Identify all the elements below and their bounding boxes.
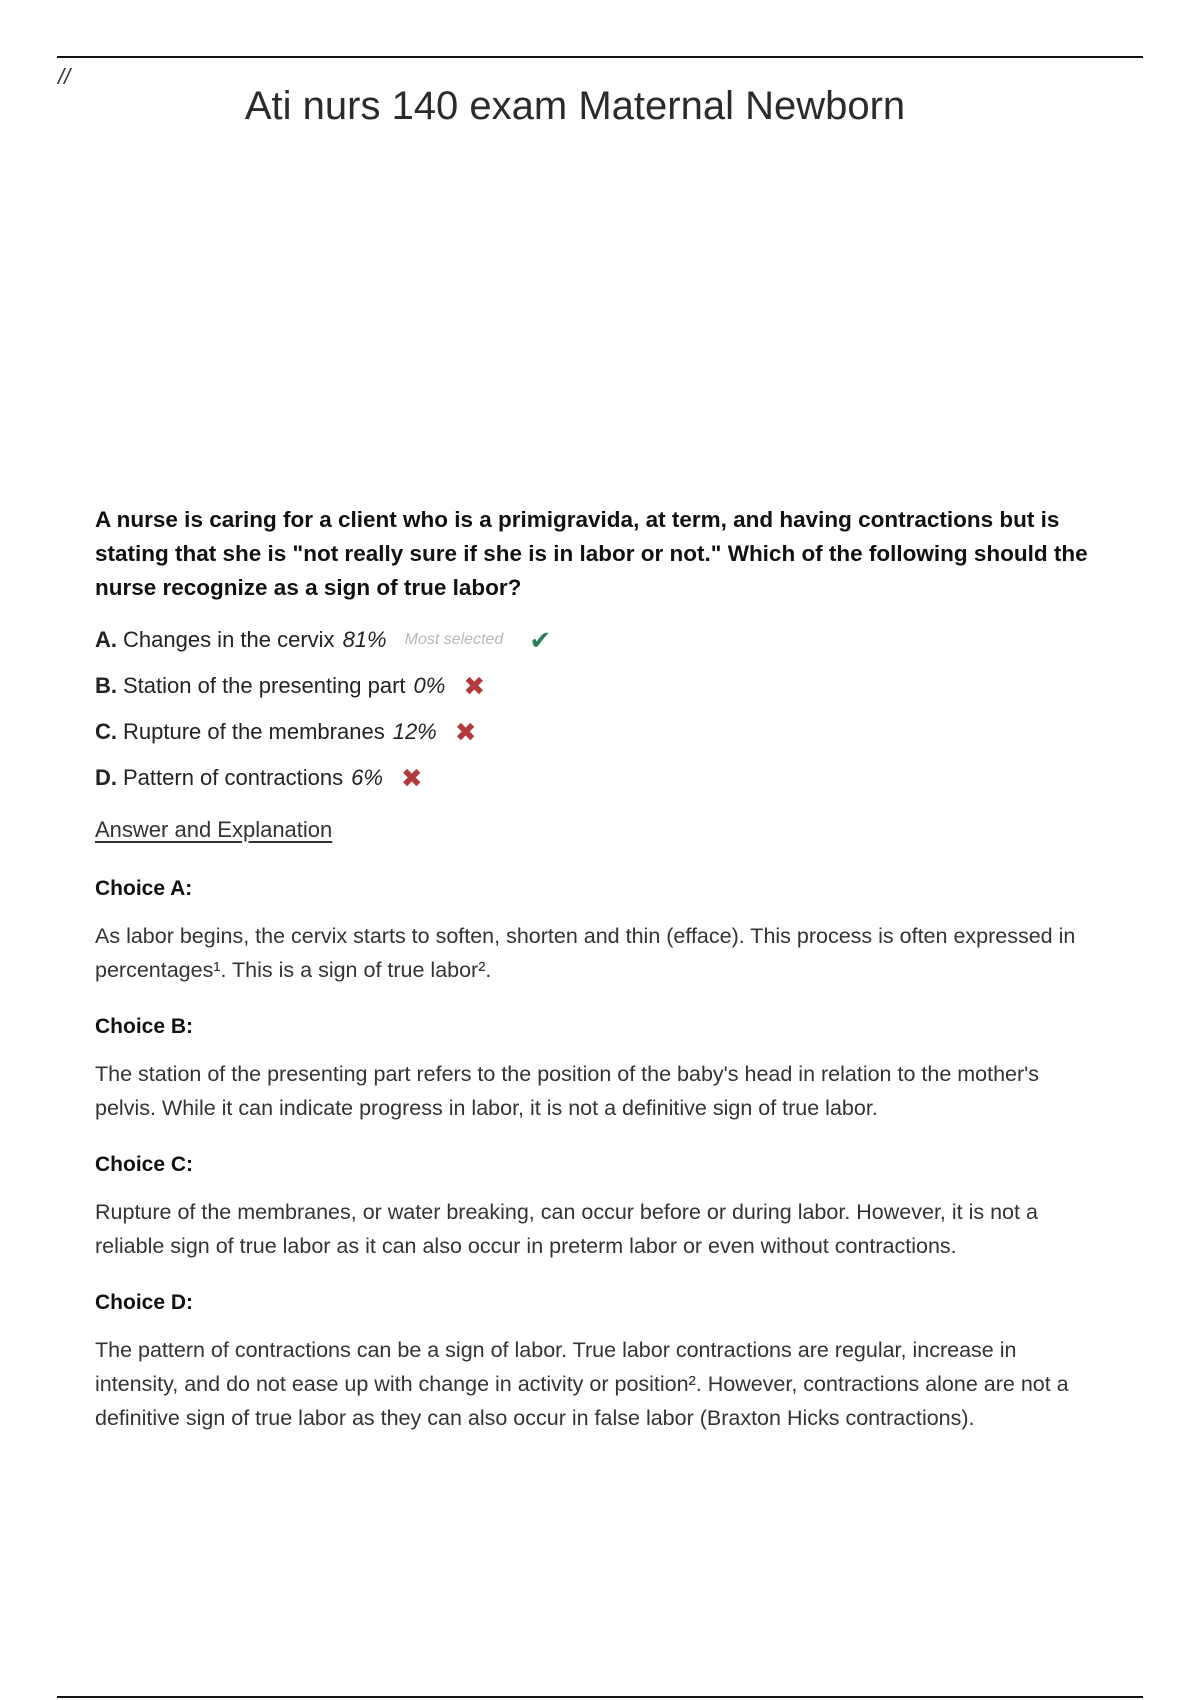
explanation-text: The station of the presenting part refers to the position of the baby's head in relation to the mother's pelvis. While it can indicate progress in labor, it is not a definitive sign of true labor. [95,1062,1040,1120]
choice-text: Pattern of contractions [123,765,344,790]
choice-a[interactable] [95,617,1105,663]
question-text: A nurse is caring for a client who is a primigravida, at term, and having contractions but is stating that she is "not really sure if she is in labor or not." Which of the following should the nurse recognize as a sign of true labor? [95,507,1088,600]
explanation-heading: Choice B: [95,1015,194,1038]
choice-c[interactable] [95,709,1105,755]
explanation-heading: Choice D: [95,1291,194,1314]
choice-percent: 12% [392,719,437,744]
question-card [95,503,1105,1463]
checkmark-icon: ✔ [529,625,552,655]
header-slashes: // [58,64,71,89]
x-icon: ✖ [400,763,423,793]
explanation-heading: Choice A: [95,877,193,900]
choice-percent: 0% [413,673,446,698]
explanation-text: The pattern of contractions can be a sign of labor. True labor contractions are regular, increase in intensity, and do not ease up with change in activity or position². However, contractions alone are not a definitive sign of true labor as they can also occur in false labor (Braxton Hicks contractions). [95,1338,1069,1430]
explanation-text: As labor begins, the cervix starts to soften, shorten and thin (efface). This process is often expressed in percentages¹. This is a sign of true labor². [95,924,1076,982]
choice-list [95,617,1105,801]
choice-percent: 6% [351,765,383,790]
explanations [95,877,1105,1435]
explanation-c [95,1153,1105,1263]
x-icon: ✖ [454,717,477,747]
explanation-b [95,1015,1105,1125]
choice-d[interactable] [95,755,1105,801]
choice-letter: D. [95,765,117,790]
most-selected-label: Most selected [404,631,504,648]
top-divider [57,56,1143,58]
explanation-heading: Choice C: [95,1153,194,1176]
choice-text: Rupture of the membranes [123,719,385,744]
bottom-divider [57,1696,1143,1698]
explanation-a [95,877,1105,987]
choice-percent: 81% [342,627,387,652]
explanation-d [95,1291,1105,1435]
choice-letter: A. [95,627,117,652]
choice-b[interactable] [95,663,1105,709]
page-title: Ati nurs 140 exam Maternal Newborn [244,84,906,128]
choice-text: Station of the presenting part [123,673,406,698]
answer-explanation-link[interactable]: Answer and Explanation [95,817,333,842]
explanation-text: Rupture of the membranes, or water breaking, can occur before or during labor. However, it is not a reliable sign of true labor as it can also occur in preterm labor or even without contractions. [95,1200,1038,1258]
choice-letter: C. [95,719,117,744]
choice-text: Changes in the cervix [123,627,335,652]
choice-letter: B. [95,673,117,698]
x-icon: ✖ [463,671,486,701]
